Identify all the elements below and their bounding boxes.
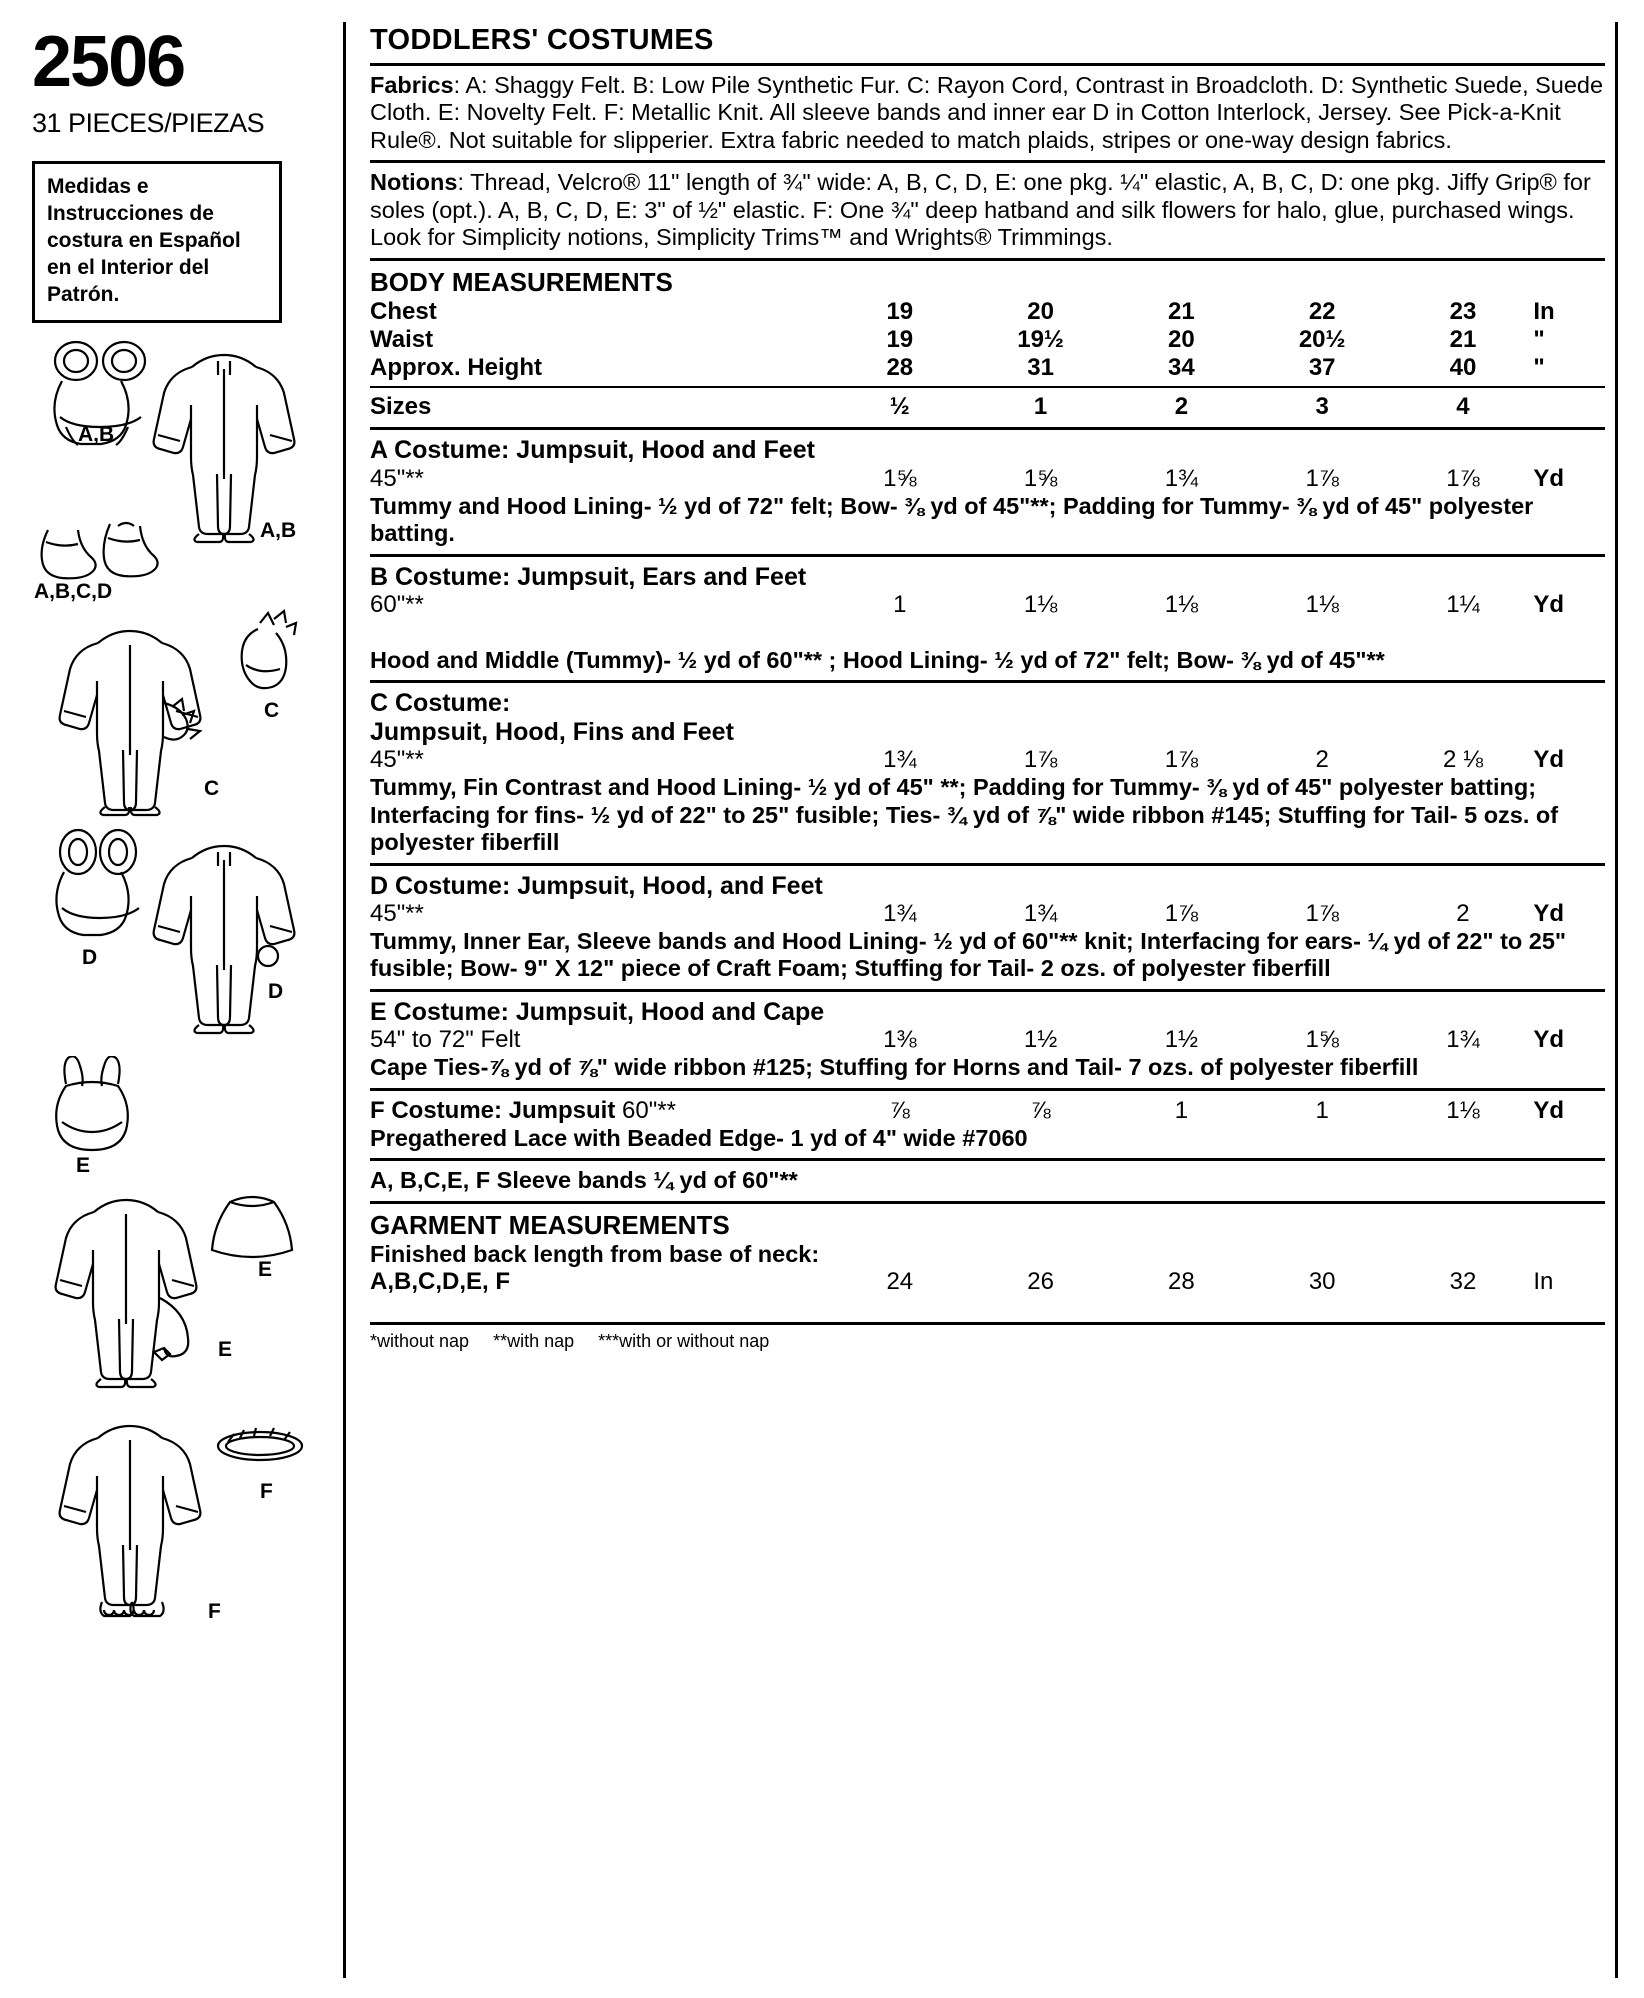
costume-d-heading: D Costume: Jumpsuit, Hood, and Feet [370,871,823,900]
yardage: 1⅜ [883,1026,917,1054]
spanish-instructions-box: Medidas e Instrucciones de costura en Español en el Interior del Patrón. [32,161,282,323]
yardage: 1⅞ [1446,464,1480,492]
table-row [370,354,1605,382]
figure-label-c-2: C [204,777,220,801]
costume-b-yardage [370,591,1605,619]
body-measurements-table [370,298,1605,381]
garment-value: 24 [886,1268,914,1295]
illustration-row-ab [32,339,333,544]
yardage: 1¼ [1446,591,1480,619]
illustration-row-d [32,828,333,1058]
measurement-label: Chest [370,297,437,325]
yardage: 1⅛ [1164,591,1199,619]
yardage: 1¾ [883,900,917,928]
measurement-value: 31 [1027,353,1054,381]
fabrics-text: : A: Shaggy Felt. B: Low Pile Synthetic Fur. C: Rayon Cord, Contrast in Broadcloth. D: Synthetic Suede, Suede Cloth. E: Novelty Felt. F: Metallic Knit. All sleeve bands and inner ear D in Cotton Interlock, Jersey. See Pick-a-Knit Rule®. Not suitable for slipperier. Extra fabric needed to match plaids, stripes or one-way design fabrics. [370,72,1604,153]
costume-f-heading [370,1097,829,1125]
measurement-value: 22 [1308,297,1336,325]
figure-jumpsuit-e [32,1180,312,1395]
costume-f-width: 60"** [622,1096,676,1124]
divider [370,863,1605,866]
costume-d-note: Tummy, Inner Ear, Sleeve bands and Hood Lining- ½ yd of 60"** knit; Interfacing for ears- ¼ yd of 22" to 25" fusible; Bow- 9" X 12" piece of Craft Foam; Stuffing for Tail- 2 ozs. of polyester fiberfill [370,927,1567,982]
yardage: 1½ [1164,1026,1199,1054]
measurement-unit: In [1533,297,1555,325]
measurement-value: 40 [1449,353,1477,381]
figure-label-e-1: E [76,1154,91,1178]
measurement-value: 20½ [1298,325,1346,353]
fabrics-label: Fabrics [370,72,454,98]
fabric-width: 45"** [370,900,424,928]
figure-label-e-3: E [218,1338,233,1362]
yardage-unit: Yd [1533,746,1565,774]
table-row [370,746,1605,774]
yardage: 1⅝ [1023,464,1058,492]
measurement-label: Waist [370,325,434,353]
measurement-value: 20 [1168,325,1195,353]
yardage: 1 [1315,1096,1329,1124]
divider [370,427,1605,430]
measurement-value: 19 [886,297,914,325]
yardage: 1¾ [1023,900,1058,928]
yardage: 1⅛ [1305,591,1339,619]
illustration-row-e [32,1180,333,1400]
left-column [26,22,346,1978]
garment-measurements-sub: Finished back length from base of neck: [370,1240,820,1267]
divider [370,63,1605,66]
garment-measurements-heading: GARMENT MEASUREMENTS [370,1209,730,1240]
measurement-unit: " [1533,353,1545,381]
table-row [370,900,1605,928]
figure-hood-e [32,1056,212,1171]
size-value: 2 [1174,393,1189,421]
yardage-unit: Yd [1533,464,1565,492]
size-value: ½ [889,393,910,421]
yardage: ⅞ [1030,1096,1051,1124]
figure-hood-ab [32,339,312,544]
table-row [370,465,1605,493]
yardage: 2 [1315,746,1329,774]
table-row [370,298,1605,326]
figure-label-ab-2: A,B [260,519,297,543]
pattern-number: 2506 [32,22,185,102]
garment-measurements-table [370,1268,1605,1296]
notions-text: : Thread, Velcro® 11" length of ¾" wide: A, B, C, D, E: one pkg. ¼" elastic, A, B, C, D: one pkg. Jiffy Grip® for soles (opt.). A, B, C, D, E: 3" of ½" elastic. F: One ¾" deep hatband and silk flowers for halo, glue, purchased wings. Look for Simplicity notions, Simplicity Trims™ and Wrights® Trimmings. [370,169,1591,251]
notions-label: Notions [370,169,458,196]
sleeve-bands-note: A, B,C,E, F Sleeve bands ¼ yd of 60"** [370,1167,798,1194]
measurement-value: 19½ [1017,325,1064,353]
figure-label-d-2: D [268,980,284,1004]
divider [370,1322,1605,1325]
divider [370,1201,1605,1204]
yardage: 1¾ [1446,1026,1480,1054]
footnote-3: ***with or without nap [598,1330,770,1351]
costume-f-yardage [370,1097,1605,1125]
divider [370,258,1605,261]
divider [370,680,1605,683]
table-row [370,1268,1605,1296]
size-value: 3 [1315,393,1329,421]
table-row [370,1026,1605,1054]
yardage: 1 [893,591,907,619]
costume-e-note: Cape Ties-⅞ yd of ⅞" wide ribbon #125; Stuffing for Horns and Tail- 7 ozs. of polyester fiberfill [370,1054,1419,1081]
yardage: 1⅞ [1164,900,1199,928]
divider [370,386,1605,388]
measurement-value: 37 [1308,353,1336,381]
yardage: 1⅞ [1023,746,1058,774]
illustration-row-f [32,1404,333,1634]
costume-a-note: Tummy and Hood Lining- ½ yd of 72" felt; Bow- ⅜ yd of 45"**; Padding for Tummy- ⅜ yd of 45" polyester batting. [370,492,1534,547]
costume-c-subheading: Jumpsuit, Hood, Fins and Feet [370,717,734,746]
yardage: 2 ⅛ [1442,746,1483,774]
costume-f-label: F Costume: Jumpsuit [370,1096,616,1124]
figure-label-ab-1: A,B [78,423,115,447]
measurement-value: 20 [1027,297,1054,325]
sizes-label: Sizes [370,393,432,421]
figure-jumpsuit-f [32,1404,312,1629]
yardage: 1¾ [1164,464,1199,492]
yardage: ⅞ [889,1096,910,1124]
costume-a-yardage [370,465,1605,493]
yardage: 1⅝ [883,464,917,492]
footnote-1: *without nap [370,1330,470,1351]
measurement-value: 28 [886,353,914,381]
size-value: 4 [1456,393,1470,421]
figure-bunny-d [32,828,312,1053]
footnote-2: **with nap [493,1330,575,1351]
costume-c-note: Tummy, Fin Contrast and Hood Lining- ½ yd of 45" **; Padding for Tummy- ⅜ yd of 45" polyester batting; Interfacing for fins- ½ yd of 22" to 25" fusible; Ties- ¾ yd of ⅞" wide ribbon #145; Stuffing for Tail- 5 ozs. of polyester fiberfill [370,774,1559,856]
figure-label-f-2: F [208,1600,221,1624]
yardage: 1⅝ [1305,1026,1339,1054]
yardage-unit: Yd [1533,591,1565,619]
yardage: 1¾ [883,746,917,774]
yardage: 2 [1456,900,1470,928]
figure-label-e-2: E [258,1258,273,1282]
figure-label-d-1: D [82,946,98,970]
footnotes [370,1331,1605,1352]
illustration-row-c [32,607,333,822]
costume-e-heading: E Costume: Jumpsuit, Hood and Cape [370,997,825,1026]
measurement-value: 34 [1168,353,1195,381]
costume-f-note: Pregathered Lace with Beaded Edge- 1 yd of 4" wide #7060 [370,1124,1028,1151]
divider [370,1158,1605,1161]
costume-d-yardage [370,900,1605,928]
measurement-value: 21 [1449,325,1477,353]
fabric-width: 45"** [370,746,424,774]
yardage: 1⅛ [1023,591,1058,619]
body-measurements-heading: BODY MEASUREMENTS [370,266,673,297]
costume-b-heading: B Costume: Jumpsuit, Ears and Feet [370,562,807,591]
costume-b-note: Hood and Middle (Tummy)- ½ yd of 60"** ; Hood Lining- ½ yd of 72" felt; Bow- ⅜ yd of 45"** [370,646,1385,673]
costume-c-yardage [370,746,1605,774]
figure-label-f-1: F [260,1480,273,1504]
costume-e-yardage [370,1026,1605,1054]
garment-value: 30 [1308,1268,1336,1295]
garment-value: 32 [1449,1268,1477,1295]
measurement-unit: " [1533,325,1545,353]
yardage: 1 [1174,1096,1189,1124]
yardage-unit: Yd [1533,900,1565,928]
table-row [370,393,1605,421]
divider [370,554,1605,557]
size-value: 1 [1033,393,1048,421]
garment-value: 26 [1027,1268,1054,1295]
garment-unit: In [1533,1268,1554,1295]
yardage-unit: Yd [1533,1026,1565,1054]
yardage-unit: Yd [1533,1096,1565,1124]
illustration-row-e-hood [32,1056,333,1176]
fabrics-paragraph [370,72,1605,154]
page-columns [26,22,1618,1978]
page-title: TODDLERS' COSTUMES [370,24,714,56]
yardage: 1⅞ [1305,464,1339,492]
costume-c-heading: C Costume: [370,689,511,718]
yardage: 1⅛ [1446,1096,1480,1124]
yardage: 1½ [1023,1026,1058,1054]
measurement-value: 23 [1449,297,1477,325]
costume-a-heading: A Costume: Jumpsuit, Hood and Feet [370,436,815,465]
notions-paragraph [370,169,1605,251]
illustration-row-booties [32,518,333,603]
yardage: 1⅞ [1305,900,1339,928]
yardage: 1⅞ [1164,746,1199,774]
table-row [370,591,1605,619]
table-row [370,1097,1605,1125]
illustration-stack [32,339,333,1634]
sizes-table [370,393,1605,421]
table-row [370,326,1605,354]
divider [370,1088,1605,1091]
fabric-width: 45"** [370,464,424,492]
fabric-width: 54" to 72" Felt [370,1026,521,1054]
figure-label-abcd: A,B,C,D [34,580,113,604]
main-column [346,22,1618,1978]
piece-count: 31 PIECES/PIEZAS [32,108,265,138]
measurement-value: 21 [1168,297,1195,325]
garment-value: 28 [1168,1268,1195,1295]
divider [370,989,1605,992]
fabric-width: 60"** [370,591,424,619]
measurement-label: Approx. Height [370,353,542,381]
measurement-value: 19 [886,325,914,353]
garment-row-label: A,B,C,D,E, F [370,1268,511,1295]
figure-label-c-1: C [264,699,280,723]
divider [370,160,1605,163]
